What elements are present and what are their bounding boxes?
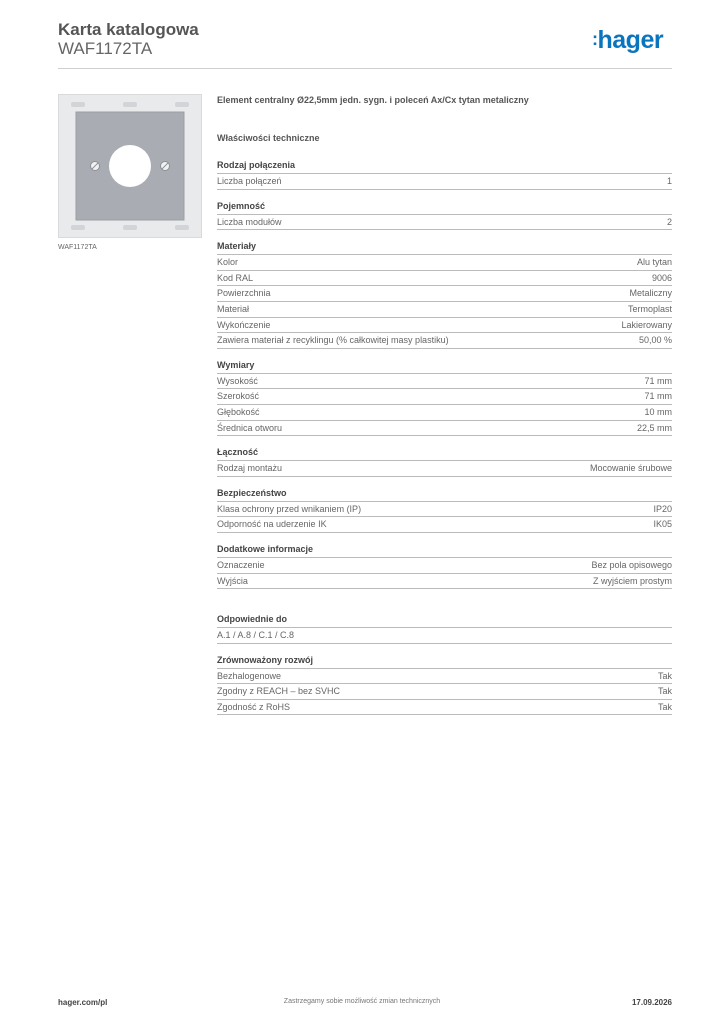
row-label: Wykończenie — [217, 319, 271, 330]
footer-date: 17.09.2026 — [631, 998, 672, 1007]
row-value: 2 — [666, 216, 672, 227]
spec-column — [217, 95, 672, 725]
row-value: Bez pola opisowego — [591, 559, 672, 570]
row-label: Materiał — [217, 303, 250, 314]
row-label: Zgodny z REACH – bez SVHC — [217, 686, 341, 697]
product-image — [58, 94, 202, 238]
table-row — [217, 421, 672, 437]
section-title: Dodatkowe informacje — [217, 543, 672, 558]
suitable-for-text: A.1 / A.8 / C.1 / C.8 — [217, 628, 672, 644]
row-value: 9006 — [651, 272, 672, 283]
row-value: Mocowanie śrubowe — [589, 463, 672, 474]
section-capacity — [217, 200, 672, 231]
table-row — [217, 318, 672, 334]
logo-dots: : — [592, 29, 598, 49]
section-title: Wymiary — [217, 359, 672, 374]
row-value: 22,5 mm — [636, 422, 672, 433]
header-divider — [58, 68, 672, 69]
table-row — [217, 286, 672, 302]
table-row — [217, 574, 672, 590]
row-label: Odporność na uderzenie IK — [217, 519, 327, 530]
table-row — [217, 215, 672, 231]
section-title: Odpowiednie do — [217, 613, 672, 628]
section-dimensions — [217, 359, 672, 436]
section-safety — [217, 487, 672, 533]
row-label: Oznaczenie — [217, 559, 265, 570]
table-row — [217, 374, 672, 390]
row-label: Szerokość — [217, 391, 260, 402]
table-row — [217, 461, 672, 477]
row-value: Metaliczny — [629, 288, 672, 299]
row-value: Alu tytan — [636, 257, 672, 268]
row-value: 50,00 % — [638, 335, 672, 346]
row-value: 71 mm — [644, 375, 672, 386]
row-value: 10 mm — [644, 406, 672, 417]
section-additional-info — [217, 543, 672, 589]
page-title: Karta katalogowa — [58, 20, 199, 39]
table-row — [217, 389, 672, 405]
row-label: Liczba modułów — [217, 216, 282, 227]
table-row — [217, 255, 672, 271]
table-row — [217, 684, 672, 700]
row-value: Z wyjściem prostym — [592, 575, 672, 586]
section-connection — [217, 159, 672, 190]
product-description: Element centralny Ø22,5mm jedn. sygn. i poleceń Ax/Cx tytan metaliczny — [217, 95, 529, 105]
row-label: Klasa ochrony przed wnikaniem (IP) — [217, 503, 362, 514]
row-value: 71 mm — [644, 391, 672, 402]
section-title: Materiały — [217, 240, 672, 255]
row-label: Wyjścia — [217, 575, 248, 586]
section-title: Bezpieczeństwo — [217, 487, 672, 502]
table-row — [217, 558, 672, 574]
row-label: Powierzchnia — [217, 288, 271, 299]
image-caption: WAF1172TA — [58, 244, 97, 251]
table-row — [217, 517, 672, 533]
section-sustainability — [217, 654, 672, 716]
row-label: Liczba połączeń — [217, 176, 282, 186]
row-label: Kod RAL — [217, 272, 254, 283]
row-label: Zgodność z RoHS — [217, 701, 291, 712]
row-value: IK05 — [653, 519, 672, 530]
section-title: Pojemność — [217, 200, 672, 215]
section-title: Zrównoważony rozwój — [217, 654, 672, 669]
section-title: Łączność — [217, 446, 672, 461]
product-code: WAF1172TA — [58, 39, 153, 58]
section-materials — [217, 240, 672, 349]
table-row — [217, 174, 672, 190]
row-label: Kolor — [217, 257, 239, 268]
footer-disclaimer: Zastrzegamy sobie możliwość zmian technicznych — [283, 998, 441, 1005]
row-label: Głębokość — [217, 406, 260, 417]
table-row — [217, 502, 672, 518]
row-value: Termoplast — [627, 303, 672, 314]
table-row — [217, 669, 672, 685]
logo-text: hager — [597, 26, 664, 54]
row-value: Tak — [657, 670, 672, 681]
section-suitable-for — [217, 613, 672, 644]
table-row — [217, 333, 672, 349]
cover-plate-icon — [59, 95, 201, 237]
table-row — [217, 405, 672, 421]
properties-title: Właściwości techniczne — [217, 133, 320, 143]
table-row — [217, 302, 672, 318]
footer-website-link[interactable]: hager.com/pl — [58, 998, 108, 1007]
hager-logo — [592, 26, 663, 55]
row-label: Średnica otworu — [217, 422, 283, 433]
table-row — [217, 700, 672, 716]
row-value: IP20 — [653, 503, 672, 514]
table-row — [217, 271, 672, 287]
row-label: Zawiera materiał z recyklingu (% całkowitej masy plastiku) — [217, 335, 449, 346]
row-value: Tak — [657, 686, 672, 697]
row-label: Wysokość — [217, 375, 258, 386]
row-label: Bezhalogenowe — [217, 670, 282, 681]
row-value: 1 — [666, 176, 672, 186]
row-value: Tak — [657, 701, 672, 712]
section-title: Rodzaj połączenia — [217, 159, 672, 174]
row-label: Rodzaj montażu — [217, 463, 283, 474]
section-connectivity — [217, 446, 672, 477]
row-value: Lakierowany — [621, 319, 672, 330]
